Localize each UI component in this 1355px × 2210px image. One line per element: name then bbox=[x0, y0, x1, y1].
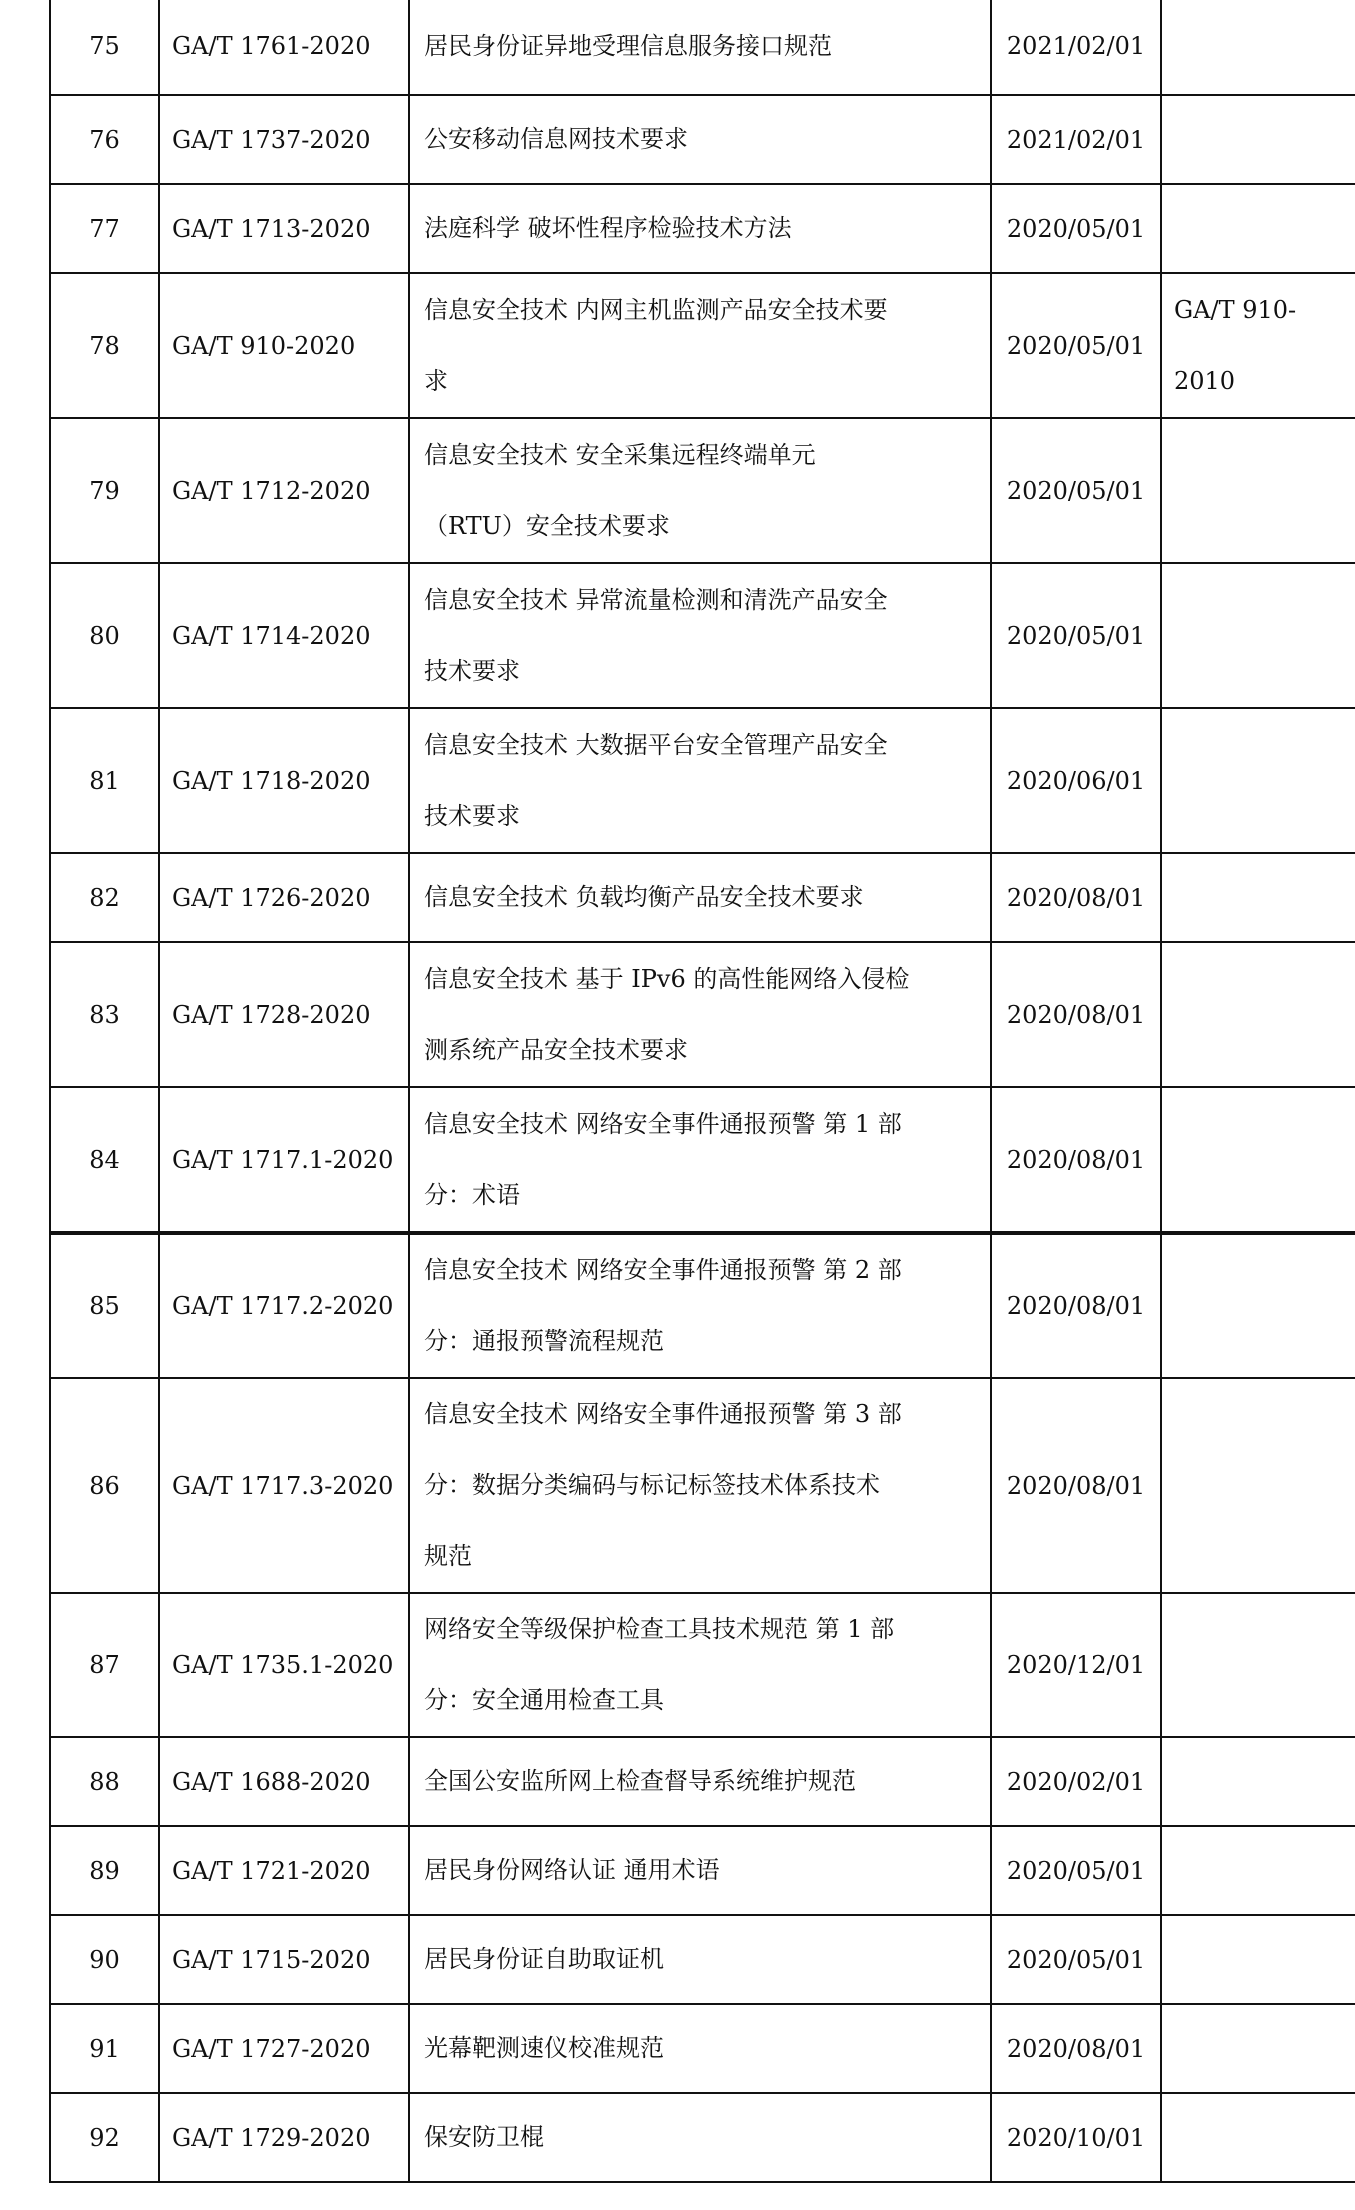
replaced-standard bbox=[1161, 708, 1355, 853]
row-number: 76 bbox=[50, 95, 159, 184]
row-number: 85 bbox=[50, 1234, 159, 1378]
standard-title bbox=[409, 1737, 991, 1826]
row-number: 84 bbox=[50, 1087, 159, 1232]
replaced-standard bbox=[1161, 2093, 1355, 2182]
standard-code: GA/T 1717.2-2020 bbox=[159, 1234, 409, 1378]
row-number: 87 bbox=[50, 1593, 159, 1737]
table-row bbox=[50, 1737, 1355, 1826]
table-row bbox=[50, 1826, 1355, 1915]
standard-code: GA/T 1728-2020 bbox=[159, 942, 409, 1087]
standard-title bbox=[409, 1087, 991, 1232]
replaced-standard bbox=[1161, 853, 1355, 942]
standard-code: GA/T 1713-2020 bbox=[159, 184, 409, 273]
standard-code: GA/T 910-2020 bbox=[159, 273, 409, 418]
standard-title bbox=[409, 942, 991, 1087]
standards-table-part-1 bbox=[49, 0, 1355, 1233]
effective-date: 2020/08/01 bbox=[991, 942, 1161, 1087]
table-row bbox=[50, 95, 1355, 184]
effective-date: 2020/10/01 bbox=[991, 2093, 1161, 2182]
row-number: 92 bbox=[50, 2093, 159, 2182]
replaced-standard bbox=[1161, 418, 1355, 563]
table-row bbox=[50, 2093, 1355, 2182]
standard-title-line: 技术要求 bbox=[424, 656, 520, 685]
standard-code: GA/T 1714-2020 bbox=[159, 563, 409, 708]
effective-date: 2020/08/01 bbox=[991, 853, 1161, 942]
effective-date: 2020/08/01 bbox=[991, 1234, 1161, 1378]
standard-title-line: 网络安全等级保护检查工具技术规范 第 1 部 bbox=[424, 1615, 895, 1643]
standard-title bbox=[409, 95, 991, 184]
effective-date: 2020/05/01 bbox=[991, 1915, 1161, 2004]
row-number: 80 bbox=[50, 563, 159, 708]
replaced-standard bbox=[1161, 273, 1355, 418]
replaced-standard bbox=[1161, 0, 1355, 95]
effective-date: 2020/06/01 bbox=[991, 708, 1161, 853]
effective-date: 2020/05/01 bbox=[991, 563, 1161, 708]
standard-title-line: 分：术语 bbox=[424, 1180, 520, 1209]
replaced-standard bbox=[1161, 1737, 1355, 1826]
standard-title bbox=[409, 708, 991, 853]
table-row bbox=[50, 708, 1355, 853]
replaced-standard bbox=[1161, 1378, 1355, 1593]
effective-date: 2020/05/01 bbox=[991, 418, 1161, 563]
effective-date: 2020/08/01 bbox=[991, 2004, 1161, 2093]
table-row bbox=[50, 184, 1355, 273]
table-row bbox=[50, 1593, 1355, 1737]
replaced-standard bbox=[1161, 2004, 1355, 2093]
standard-title-line: 分：通报预警流程规范 bbox=[424, 1327, 664, 1355]
standard-title bbox=[409, 1826, 991, 1915]
standard-title-line: 技术要求 bbox=[424, 801, 520, 830]
standards-table-part-2 bbox=[49, 1233, 1355, 2183]
row-number: 77 bbox=[50, 184, 159, 273]
replaced-standard bbox=[1161, 1087, 1355, 1232]
row-number: 88 bbox=[50, 1737, 159, 1826]
replaced-standard bbox=[1161, 1234, 1355, 1378]
standard-title-line: 居民身份证异地受理信息服务接口规范 bbox=[424, 31, 832, 60]
table-row bbox=[50, 418, 1355, 563]
replaced-standard-line: 2010 bbox=[1174, 366, 1236, 395]
standard-title bbox=[409, 1378, 991, 1593]
standard-code: GA/T 1715-2020 bbox=[159, 1915, 409, 2004]
standard-title bbox=[409, 184, 991, 273]
standard-title-line: 全国公安监所网上检查督导系统维护规范 bbox=[424, 1767, 856, 1795]
standard-title bbox=[409, 418, 991, 563]
standard-title-line: 信息安全技术 异常流量检测和清洗产品安全 bbox=[424, 585, 888, 614]
replaced-standard bbox=[1161, 1915, 1355, 2004]
replaced-standard bbox=[1161, 563, 1355, 708]
standard-code: GA/T 1729-2020 bbox=[159, 2093, 409, 2182]
effective-date: 2020/08/01 bbox=[991, 1378, 1161, 1593]
row-number: 89 bbox=[50, 1826, 159, 1915]
table-row bbox=[50, 1087, 1355, 1232]
row-number: 79 bbox=[50, 418, 159, 563]
effective-date: 2020/05/01 bbox=[991, 273, 1161, 418]
standard-title-line: 测系统产品安全技术要求 bbox=[424, 1035, 688, 1064]
standard-code: GA/T 1688-2020 bbox=[159, 1737, 409, 1826]
standard-code: GA/T 1717.1-2020 bbox=[159, 1087, 409, 1232]
standard-title bbox=[409, 563, 991, 708]
standard-title-line: 信息安全技术 网络安全事件通报预警 第 2 部 bbox=[424, 1256, 902, 1284]
standard-title-line: 信息安全技术 网络安全事件通报预警 第 1 部 bbox=[424, 1109, 902, 1138]
standard-title-line: 规范 bbox=[424, 1542, 472, 1570]
replaced-standard bbox=[1161, 1826, 1355, 1915]
row-number: 75 bbox=[50, 0, 159, 95]
standard-code: GA/T 1735.1-2020 bbox=[159, 1593, 409, 1737]
table-row bbox=[50, 1234, 1355, 1378]
replaced-standard bbox=[1161, 184, 1355, 273]
standard-title-line: 信息安全技术 安全采集远程终端单元 bbox=[424, 440, 816, 469]
table-row bbox=[50, 0, 1355, 95]
standard-code: GA/T 1718-2020 bbox=[159, 708, 409, 853]
effective-date: 2020/02/01 bbox=[991, 1737, 1161, 1826]
standard-title bbox=[409, 853, 991, 942]
standard-title-line: 保安防卫棍 bbox=[424, 2123, 544, 2151]
standard-title-line: 信息安全技术 大数据平台安全管理产品安全 bbox=[424, 730, 888, 759]
table-row bbox=[50, 563, 1355, 708]
standard-code: GA/T 1761-2020 bbox=[159, 0, 409, 95]
standard-title-line: 分：数据分类编码与标记标签技术体系技术 bbox=[424, 1471, 880, 1499]
standard-code: GA/T 1737-2020 bbox=[159, 95, 409, 184]
table-row bbox=[50, 1378, 1355, 1593]
table-row bbox=[50, 1915, 1355, 2004]
standard-code: GA/T 1727-2020 bbox=[159, 2004, 409, 2093]
effective-date: 2021/02/01 bbox=[991, 95, 1161, 184]
row-number: 91 bbox=[50, 2004, 159, 2093]
standard-title-line: 信息安全技术 网络安全事件通报预警 第 3 部 bbox=[424, 1400, 902, 1428]
effective-date: 2020/05/01 bbox=[991, 1826, 1161, 1915]
standard-title bbox=[409, 1234, 991, 1378]
row-number: 78 bbox=[50, 273, 159, 418]
standard-title-line: 居民身份证自助取证机 bbox=[424, 1945, 664, 1973]
row-number: 81 bbox=[50, 708, 159, 853]
standard-title-line: 光幕靶测速仪校准规范 bbox=[424, 2034, 664, 2062]
standard-title-line: 求 bbox=[424, 366, 448, 395]
effective-date: 2020/08/01 bbox=[991, 1087, 1161, 1232]
standard-code: GA/T 1721-2020 bbox=[159, 1826, 409, 1915]
standard-title bbox=[409, 2004, 991, 2093]
replaced-standard-line: GA/T 910- bbox=[1174, 295, 1297, 324]
effective-date: 2021/02/01 bbox=[991, 0, 1161, 95]
effective-date: 2020/12/01 bbox=[991, 1593, 1161, 1737]
standard-title-line: 法庭科学 破坏性程序检验技术方法 bbox=[424, 214, 792, 242]
table-row bbox=[50, 942, 1355, 1087]
standard-title bbox=[409, 1915, 991, 2004]
standard-title bbox=[409, 2093, 991, 2182]
standard-title-line: 信息安全技术 基于 IPv6 的高性能网络入侵检 bbox=[424, 964, 910, 993]
row-number: 82 bbox=[50, 853, 159, 942]
row-number: 83 bbox=[50, 942, 159, 1087]
standard-title bbox=[409, 0, 991, 95]
replaced-standard bbox=[1161, 942, 1355, 1087]
standard-title-line: 信息安全技术 负载均衡产品安全技术要求 bbox=[424, 883, 864, 911]
standard-title-line: 居民身份网络认证 通用术语 bbox=[424, 1856, 720, 1884]
standard-title-line: 信息安全技术 内网主机监测产品安全技术要 bbox=[424, 295, 888, 324]
standard-code: GA/T 1717.3-2020 bbox=[159, 1378, 409, 1593]
table-row bbox=[50, 273, 1355, 418]
replaced-standard bbox=[1161, 1593, 1355, 1737]
standard-title-line: 分：安全通用检查工具 bbox=[424, 1686, 664, 1714]
standard-title-line: （RTU）安全技术要求 bbox=[424, 511, 670, 540]
row-number: 90 bbox=[50, 1915, 159, 2004]
standard-title bbox=[409, 1593, 991, 1737]
row-number: 86 bbox=[50, 1378, 159, 1593]
effective-date: 2020/05/01 bbox=[991, 184, 1161, 273]
standard-title-line: 公安移动信息网技术要求 bbox=[424, 125, 688, 153]
standard-code: GA/T 1726-2020 bbox=[159, 853, 409, 942]
replaced-standard bbox=[1161, 95, 1355, 184]
table-row bbox=[50, 853, 1355, 942]
table-row bbox=[50, 2004, 1355, 2093]
standard-title bbox=[409, 273, 991, 418]
standard-code: GA/T 1712-2020 bbox=[159, 418, 409, 563]
